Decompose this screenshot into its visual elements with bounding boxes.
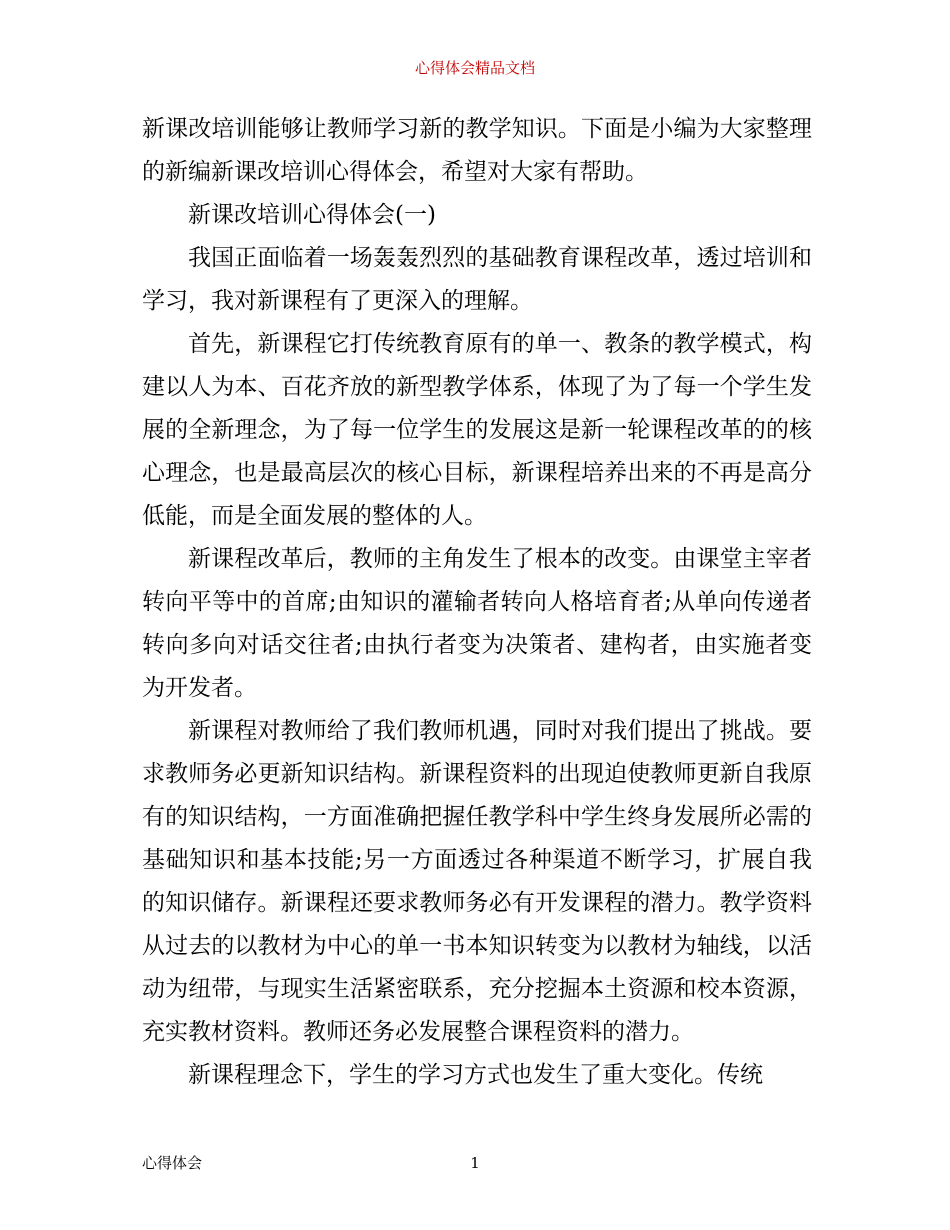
- body-paragraph: 我国正面临着一场轰轰烈烈的基础教育课程改革，透过培训和学习，我对新课程有了更深入的理解。: [142, 245, 812, 314]
- intro-paragraph: 新课改培训能够让教师学习新的教学知识。下面是小编为大家整理的新编新课改培训心得体会，希望对大家有帮助。: [142, 116, 812, 185]
- document-body: [142, 108, 812, 1097]
- body-paragraph: 新课程对教师给了我们教师机遇，同时对我们提出了挑战。要求教师务必更新知识结构。新课程资料的出现迫使教师更新自我原有的知识结构，一方面准确把握任教学科中学生终身发展所必需的基础知识和基本技能;另一方面透过各种渠道不断学习，扩展自我的知识储存。新课程还要求教师务必有开发课程的潜力。教学资料从过去的以教材为中心的单一书本知识转变为以教材为轴线，以活动为纽带，与现实生活紧密联系，充分挖掘本土资源和校本资源，充实教材资料。教师还务必发展整合课程资料的潜力。: [142, 718, 812, 1045]
- footer-label: 心得体会: [142, 1154, 203, 1172]
- page-header-title: 心得体会精品文档: [414, 59, 535, 77]
- section-heading: 新课改培训心得体会(一): [188, 202, 436, 228]
- page-number: 1: [470, 1154, 480, 1172]
- body-paragraph: 新课程理念下，学生的学习方式也发生了重大变化。传统: [188, 1062, 763, 1088]
- body-paragraph: 首先，新课程它打传统教育原有的单一、教条的教学模式，构建以人为本、百花齐放的新型教学体系，体现了为了每一个学生发展的全新理念，为了每一位学生的发展这是新一轮课程改革的的核心理念，也是最高层次的核心目标，新课程培养出来的不再是高分低能，而是全面发展的整体的人。: [142, 331, 812, 529]
- body-paragraph: 新课程改革后，教师的主角发生了根本的改变。由课堂主宰者转向平等中的首席;由知识的灌输者转向人格培育者;从单向传递者转向多向对话交往者;由执行者变为决策者、建构者，由实施者变为开发者。: [142, 546, 812, 701]
